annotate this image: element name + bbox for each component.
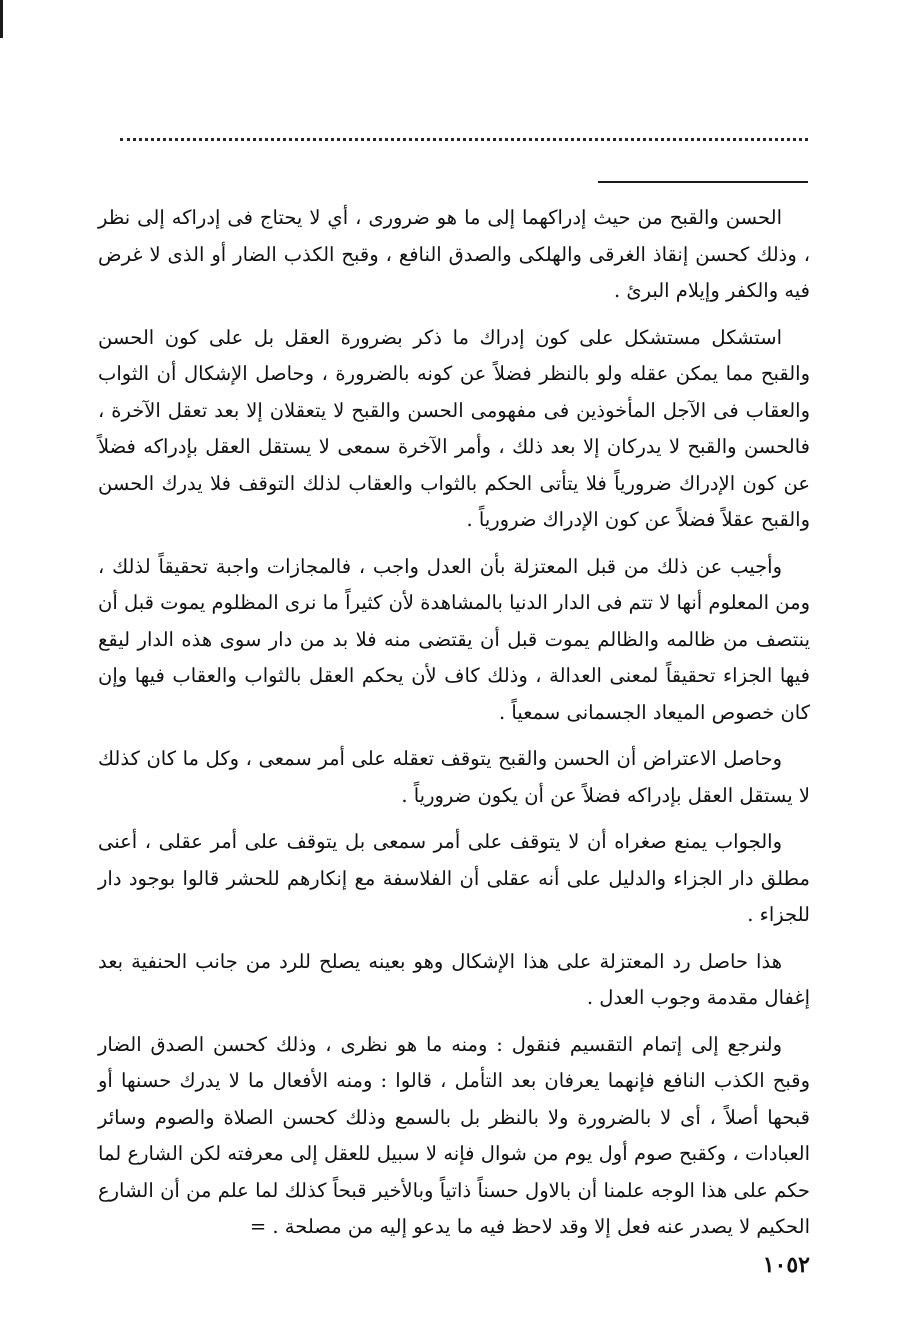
paragraph-3: وأجيب عن ذلك من قبل المعتزلة بأن العدل واجب ، فالمجازات واجبة تحقيقاً لذلك ، ومن المعلوم أنها لا تتم فى الدار الدنيا بالمشاهدة لأن كثيراً ما نرى المظلوم يموت قبل أن ينتصف من ظالمه والظالم يموت قبل أن يقتضى منه فلا بد من دار سوى هذه الدار ليقع فيها الجزاء تحقيقاً لمعنى العدالة ، وذلك كاف لأن يحكم العقل بالثواب والعقاب فيها وإن كان خصوص الميعاد الجسمانى سمعياً . xyxy=(98,554,810,724)
scan-edge-mark xyxy=(0,0,3,38)
page-number: ١٠٥٢ xyxy=(762,1252,810,1278)
paragraph-1: الحسن والقبح من حيث إدراكهما إلى ما هو ضرورى ، أي لا يحتاج فى إدراكه إلى نظر ، وذلك كحسن إنقاذ الغرقى والهلكى والصدق النافع ، وقبح الكذب الضار أو الذى لا غرض فيه والكفر وإيلام البرئ . xyxy=(98,206,810,302)
page-body xyxy=(98,200,810,1256)
paragraph-6: هذا حاصل رد المعتزلة على هذا الإشكال وهو بعينه يصلح للرد من جانب الحنفية بعد إغفال مقدمة وجوب العدل . xyxy=(98,949,810,1009)
header-short-rule xyxy=(598,181,808,183)
paragraph-4: وحاصل الاعتراض أن الحسن والقبح يتوقف تعقله على أمر سمعى ، وكل ما كان كذلك لا يستقل العقل بإدراكه فضلاً عن أن يكون ضرورياً . xyxy=(98,747,810,807)
paragraph-5: والجواب يمنع صغراه أن لا يتوقف على أمر سمعى بل يتوقف على أمر عقلى ، أعنى مطلق دار الجزاء والدليل على أنه عقلى أن الفلاسفة مع إنكارهم للحشر قالوا بوجود دار للجزاء . xyxy=(98,830,810,926)
header-dotted-rule xyxy=(120,138,808,141)
paragraph-7: ولنرجع إلى إتمام التقسيم فنقول : ومنه ما هو نظرى ، وذلك كحسن الصدق الضار وقبح الكذب النافع فإنهما يعرفان بعد التأمل ، قالوا : ومنه الأفعال ما لا يدرك حسنها أو قبحها أصلاً ، أى لا بالضرورة ولا بالنظر بل بالسمع وذلك كحسن الصلاة والصوم وسائر العبادات ، وكقبح صوم أول يوم من شوال فإنه لا سبيل للعقل إلى معرفته لكن الشارع لما حكم على هذا الوجه علمنا أن بالاول حسناً ذاتياً وبالأخير قبحاً كذلك لما علم من أن الشارع الحكيم لا يصدر عنه فعل إلا وقد لاحظ فيه ما يدعو إليه من مصلحة . = xyxy=(98,1032,810,1238)
paragraph-2: استشكل مستشكل على كون إدراك ما ذكر بضرورة العقل بل على كون الحسن والقبح مما يمكن عقله ولو بالنظر فضلاً عن كونه بالضرورة ، وحاصل الإشكال أن الثواب والعقاب فى الآجل المأخوذين فى مفهومى الحسن والقبح لا يتعقلان إلا بعد تعقل الآخرة ، فالحسن والقبح لا يدركان إلا بعد ذلك ، وأمر الآخرة سمعى لا يستقل العقل بإدراكه فضلاً عن كون الإدراك ضرورياً فلا يتأتى الحكم بالثواب والعقاب لذلك التوقف فلا يدرك الحسن والقبح عقلاً فضلاً عن كون الإدراك ضرورياً . xyxy=(98,325,810,531)
